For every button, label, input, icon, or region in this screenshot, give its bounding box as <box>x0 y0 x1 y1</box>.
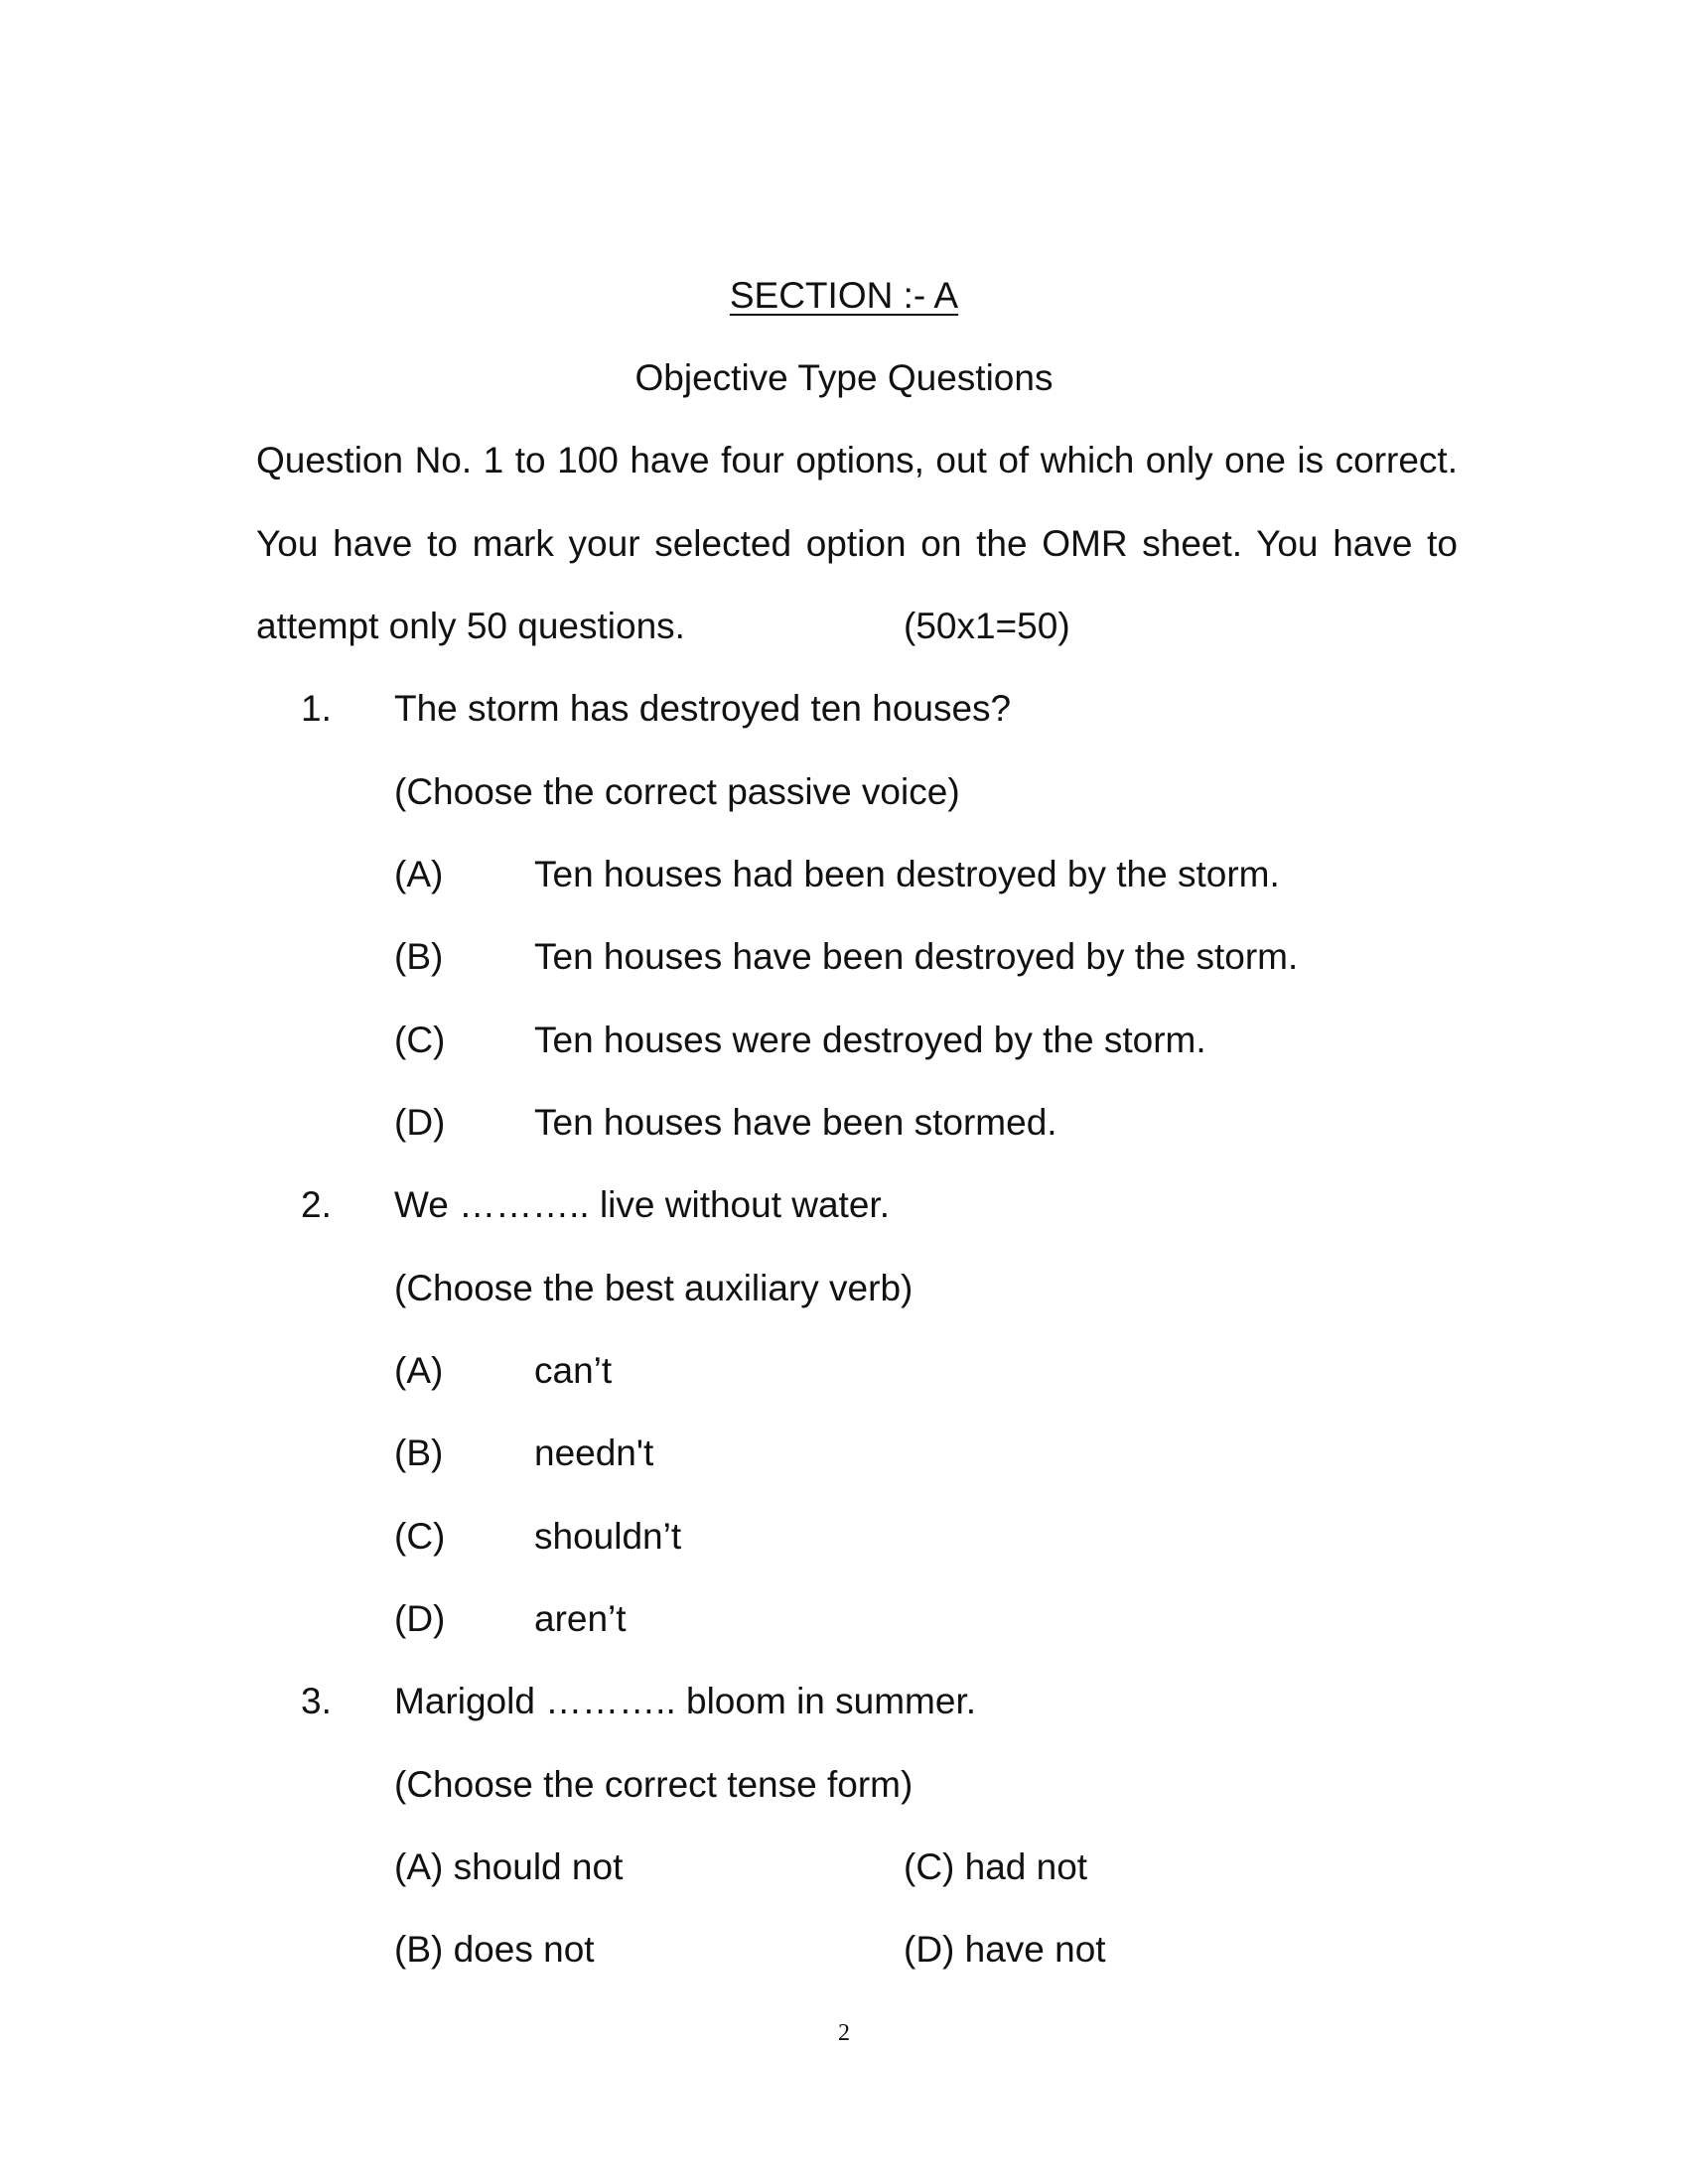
question-2-option-d <box>0 1577 1688 1660</box>
instructions-line-3: attempt only 50 questions. <box>256 606 685 646</box>
question-instruction: (Choose the best auxiliary verb) <box>394 1268 914 1308</box>
section-subheading-row <box>0 337 1688 419</box>
question-1-option-a <box>0 833 1688 915</box>
question-2-instruction-row <box>0 1247 1688 1329</box>
option-c: (C) had not <box>904 1846 1088 1887</box>
option-label: (A) <box>394 854 444 894</box>
section-subheading: Objective Type Questions <box>634 357 1054 398</box>
question-1-option-b <box>0 915 1688 998</box>
question-3-options-row-2 <box>0 1908 1688 1990</box>
option-text: shouldn’t <box>534 1516 682 1557</box>
option-label: (A) <box>394 1350 444 1391</box>
question-text: The storm has destroyed ten houses? <box>394 688 1012 729</box>
question-instruction: (Choose the correct passive voice) <box>394 771 960 812</box>
option-label: (D) <box>394 1598 446 1639</box>
option-d: (D) have not <box>904 1929 1106 1970</box>
question-text: Marigold ……….. bloom in summer. <box>394 1681 977 1721</box>
instructions-line-3-row <box>0 585 1688 667</box>
instructions-line-1-row <box>0 419 1688 501</box>
option-b: (B) does not <box>394 1929 595 1970</box>
question-number: 3. <box>301 1681 332 1721</box>
question-3 <box>0 1660 1688 1742</box>
question-1-option-d <box>0 1081 1688 1163</box>
option-text: Ten houses were destroyed by the storm. <box>534 1020 1206 1060</box>
question-instruction: (Choose the correct tense form) <box>394 1764 914 1805</box>
section-heading-row <box>0 254 1688 337</box>
option-a: (A) should not <box>394 1846 624 1887</box>
option-text: aren’t <box>534 1598 627 1639</box>
page-number: 2 <box>838 2020 850 2046</box>
option-label: (D) <box>394 1102 446 1143</box>
option-text: Ten houses have been destroyed by the storm. <box>534 936 1299 977</box>
question-number: 2. <box>301 1184 332 1225</box>
marks-allocation: (50x1=50) <box>904 606 1070 646</box>
instructions-line-2-row <box>0 502 1688 585</box>
option-text: Ten houses had been destroyed by the storm. <box>534 854 1280 894</box>
instructions-line-1: Question No. 1 to 100 have four options, out of which only one is correct. <box>256 440 1458 480</box>
option-text: can’t <box>534 1350 613 1391</box>
option-label: (B) <box>394 936 444 977</box>
question-1 <box>0 667 1688 750</box>
question-2 <box>0 1163 1688 1246</box>
option-label: (C) <box>394 1020 446 1060</box>
option-label: (C) <box>394 1516 446 1557</box>
option-text: needn't <box>534 1433 654 1473</box>
section-heading: SECTION :- A <box>729 275 959 316</box>
question-3-instruction-row <box>0 1743 1688 1826</box>
question-3-options-row-1 <box>0 1826 1688 1908</box>
question-2-option-b <box>0 1412 1688 1494</box>
question-text: We ……….. live without water. <box>394 1184 890 1225</box>
question-number: 1. <box>301 688 332 729</box>
question-1-option-c <box>0 999 1688 1081</box>
question-2-option-a <box>0 1329 1688 1412</box>
question-1-instruction-row <box>0 751 1688 833</box>
option-label: (B) <box>394 1433 444 1473</box>
option-text: Ten houses have been stormed. <box>534 1102 1057 1143</box>
question-2-option-c <box>0 1495 1688 1577</box>
instructions-line-2: You have to mark your selected option on the OMR sheet. You have to <box>256 523 1458 564</box>
